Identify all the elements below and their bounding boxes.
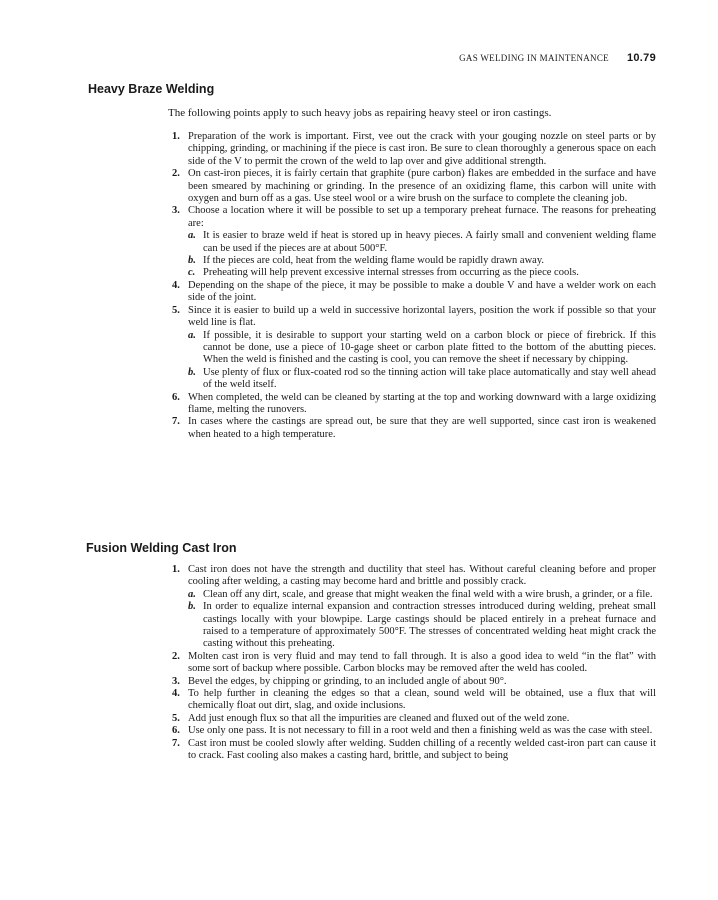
item-text: On cast-iron pieces, it is fairly certain that graphite (pure carbon) flakes are embedded in the surface and have been smeared by machining or grinding. In the presence of an oxidizing flame, this carbon will unite with oxygen and burn off as a gas. Use steel wool or a wire brush on the surface to complete the cleaning job. [188, 168, 656, 205]
item-number: 7. [172, 416, 180, 428]
item-number: 1. [172, 564, 180, 575]
sub-item-text: If possible, it is desirable to support your starting weld on a carbon block or piece of firebrick. If this cannot be done, use a piece of 10-gage sheet or carbon plate fitted to the bottom of the abutting pieces. When the weld is finished and the casting is cool, you can remove the sheet if necessary by chipping. [203, 329, 656, 366]
item-text: Since it is easier to build up a weld in successive horizontal layers, position the work if possible so that your weld line is flat. [188, 304, 656, 329]
item-text: Molten cast iron is very fluid and may tend to fall through. It is also a good idea to weld “in the flat” with some sort of backup where possible. Carbon blocks may be removed after the weld has cooled. [188, 650, 656, 675]
list-item [172, 131, 656, 168]
item-number: 6. [172, 391, 180, 403]
item-number: 7. [172, 737, 180, 749]
sub-list-item [188, 601, 656, 651]
sub-list-item [188, 589, 656, 601]
sub-item-letter: a. [188, 329, 196, 341]
sub-list-item [188, 330, 656, 367]
list-item [172, 280, 656, 305]
item-text: Bevel the edges, by chipping or grinding, to an included angle of about 90°. [188, 675, 507, 687]
item-number: 6. [172, 725, 180, 737]
item-text: In cases where the castings are spread out, be sure that they are well supported, since cast iron is weakened when heated to a high temperature. [188, 416, 656, 440]
item-number: 5. [172, 712, 180, 724]
list-item [172, 416, 656, 441]
item-number: 3. [172, 675, 180, 687]
item-text: Add just enough flux so that all the impurities are cleaned and fluxed out of the weld zone. [188, 712, 570, 724]
list-item [172, 725, 656, 737]
running-header [459, 52, 656, 64]
list-item [172, 168, 656, 205]
page-number: 10.79 [626, 52, 656, 64]
list-item [172, 713, 656, 725]
running-title: GAS WELDING IN MAINTENANCE [459, 53, 609, 63]
item-number: 4. [172, 279, 180, 291]
sub-item-text: It is easier to braze weld if heat is stored up in heavy pieces. A fairly small and convenient welding flame can be used if the pieces are at about 500°F. [203, 230, 656, 254]
sub-list [188, 230, 656, 280]
list-item [172, 738, 656, 763]
item-text: To help further in cleaning the edges so that a clean, sound weld will be obtained, use a flux that will chemically float out dirt, slag, and oxide inclusions. [188, 688, 656, 712]
list-item [172, 305, 656, 392]
item-number: 2. [172, 168, 180, 180]
sub-item-letter: a. [188, 588, 196, 600]
section-heading-fusion-welding-cast-iron: Fusion Welding Cast Iron [86, 541, 237, 555]
item-text: Cast iron does not have the strength and ductility that steel has. Without careful cleaning before and proper cooling after welding, a casting may become hard and brittle and possibly crack. [188, 564, 656, 588]
item-text: Use only one pass. It is not necessary to fill in a root weld and then a finishing weld as was the case with steel. [188, 725, 653, 737]
item-number: 5. [172, 304, 180, 316]
sub-item-letter: b. [188, 601, 196, 613]
sub-item-letter: b. [188, 366, 196, 378]
fusion-steps-list [172, 564, 656, 763]
sub-item-letter: c. [188, 267, 196, 279]
sub-list-item [188, 255, 656, 267]
section-heading-heavy-braze-welding: Heavy Braze Welding [88, 82, 215, 96]
list-item [172, 564, 656, 651]
item-text: Cast iron must be cooled slowly after welding. Sudden chilling of a recently welded cast-iron part can cause it to crack. Fast cooling also makes a casting hard, brittle, and subject to being [188, 737, 656, 762]
sub-item-letter: b. [188, 255, 196, 267]
item-text: Preparation of the work is important. First, vee out the crack with your gouging nozzle on steel parts or by chipping, grinding, or machining if the piece is cast iron. Be sure to clean thoroughly a generous space on each side of the V to permit the crown of the weld to lap over and give additional strength. [188, 131, 656, 167]
braze-steps-list [172, 131, 656, 441]
sub-list-item [188, 267, 656, 279]
list-item [172, 392, 656, 417]
sub-item-text: In order to equalize internal expansion and contraction stresses introduced during welding, preheat small castings locally with your blowpipe. Large castings should be placed entirely in a preheat furnace and raised to a temperature of approximately 500°F. The stresses of concentrated welding heat might crack the casting without this preheating. [203, 601, 656, 650]
item-number: 1. [172, 131, 180, 142]
sub-item-text: If the pieces are cold, heat from the welding flame would be rapidly drawn away. [203, 255, 545, 267]
item-text: When completed, the weld can be cleaned by starting at the top and working downward with a large oxidizing flame, melting the runovers. [188, 391, 656, 415]
section-intro: The following points apply to such heavy jobs as repairing heavy steel or iron castings. [168, 107, 552, 119]
sub-item-letter: a. [188, 230, 196, 242]
sub-item-text: Clean off any dirt, scale, and grease that might weaken the final weld with a wire brush, a grinder, or a file. [203, 588, 653, 600]
item-number: 3. [172, 205, 180, 217]
item-text: Choose a location where it will be possible to set up a temporary preheat furnace. The reasons for preheating are: [188, 205, 656, 229]
item-number: 4. [172, 688, 180, 700]
list-item [172, 676, 656, 688]
sub-item-text: Preheating will help prevent excessive internal stresses from occurring as the piece cools. [203, 267, 579, 279]
item-number: 2. [172, 650, 180, 662]
list-item [172, 205, 656, 279]
list-item [172, 651, 656, 676]
sub-list [188, 589, 656, 651]
item-text: Depending on the shape of the piece, it may be possible to make a double V and have a welder work on each side of the joint. [188, 279, 656, 304]
sub-list [188, 330, 656, 392]
sub-list-item [188, 230, 656, 255]
sub-list-item [188, 367, 656, 392]
list-item [172, 688, 656, 713]
sub-item-text: Use plenty of flux or flux-coated rod so the tinning action will take place automatically and stay well ahead of the weld itself. [203, 366, 656, 391]
